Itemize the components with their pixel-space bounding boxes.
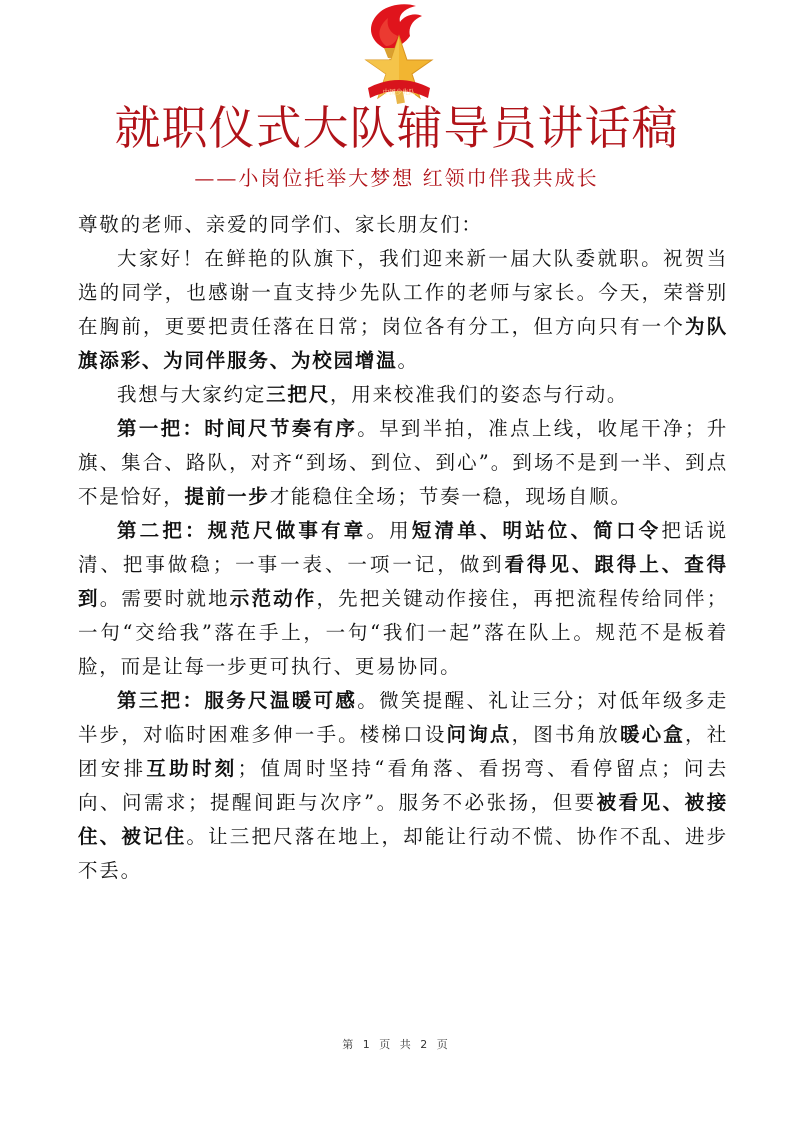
body-text: 。微笑提醒、礼让三分；对低年级多走半步，对临时困难多伸一手。楼梯口设 xyxy=(78,689,728,746)
emphasis-text: 示范动作 xyxy=(229,587,317,610)
body-text: ，图书角放 xyxy=(511,723,620,746)
speech-paragraph xyxy=(78,242,728,378)
body-text: 。让三把尺落在地上，却能让行动不慌、协作不乱、进步不丢。 xyxy=(78,825,728,882)
emphasis-text: 互助时刻 xyxy=(146,757,238,780)
body-text: 。早到半拍，准点上线，收尾干净；升旗、集合、路队，对齐“到场、到位、到心”。到场不是到一半、到点不是恰好， xyxy=(78,417,728,508)
emphasis-text: 第二把：规范尺做事有章 xyxy=(117,519,367,542)
emphasis-text: 被看见、被接住、被记住 xyxy=(78,791,728,848)
emphasis-text: 看得见、跟得上、查得到 xyxy=(78,553,728,610)
paragraph-list xyxy=(78,242,728,888)
body-text: ，先把关键动作接住，再把流程传给同伴；一句“交给我”落在手上，一句“我们一起”落在队上。规范不是板着脸，而是让每一步更可执行、更易协同。 xyxy=(78,587,728,678)
emphasis-text: 第一把：时间尺节奏有序 xyxy=(117,417,358,440)
body-text: 大家好！在鲜艳的队旗下，我们迎来新一届大队委就职。祝贺当选的同学，也感谢一直支持少先队工作的老师与家长。今天，荣誉别在胸前，更要把责任落在日常；岗位各有分工，但方向只有一个 xyxy=(78,247,728,338)
body-text: ；值周时坚持“看角落、看拐弯、看停留点；问去向、问需求；提醒间距与次序”。服务不必张扬，但要 xyxy=(78,757,729,814)
speech-paragraph xyxy=(78,378,728,412)
body-text: 我想与大家约定 xyxy=(117,383,267,406)
emphasis-text: 三把尺 xyxy=(266,383,331,406)
body-text: 才能稳住全场；节奏一稳，现场自顺。 xyxy=(269,485,632,508)
speech-paragraph xyxy=(78,684,728,888)
body-text: ，用来校准我们的姿态与行动。 xyxy=(330,383,629,406)
emphasis-text: 为队旗添彩、为同伴服务、为校园增温 xyxy=(78,315,728,372)
emphasis-text: 提前一步 xyxy=(184,485,270,508)
young-pioneers-emblem-icon xyxy=(358,2,440,110)
body-text: 。用 xyxy=(366,519,412,542)
body-text: ，社团安排 xyxy=(78,723,728,780)
speech-paragraph xyxy=(78,514,728,684)
body-text: 。 xyxy=(397,349,419,372)
emphasis-text: 暖心盒 xyxy=(619,723,686,746)
greeting: 尊敬的老师、亲爱的同学们、家长朋友们： xyxy=(78,213,483,236)
document-title: 就职仪式大队辅导员讲话稿 xyxy=(114,101,679,155)
body-text: 把话说清、把事做稳；一事一表、一项一记，做到 xyxy=(78,519,728,576)
emphasis-text: 第三把：服务尺温暖可感 xyxy=(117,689,358,712)
page-footer: 第 1 页 共 2 页 xyxy=(342,1038,451,1051)
speech-paragraph xyxy=(78,412,728,514)
speech-body xyxy=(78,208,728,888)
emphasis-text: 短清单、明站位、简口令 xyxy=(411,519,662,542)
emphasis-text: 问询点 xyxy=(446,723,512,746)
emblem-ribbon-text: 中国少先队 xyxy=(382,88,416,96)
body-text: 。需要时就地 xyxy=(99,587,230,610)
document-subtitle: ——小岗位托举大梦想 红领巾伴我共成长 xyxy=(194,166,599,190)
